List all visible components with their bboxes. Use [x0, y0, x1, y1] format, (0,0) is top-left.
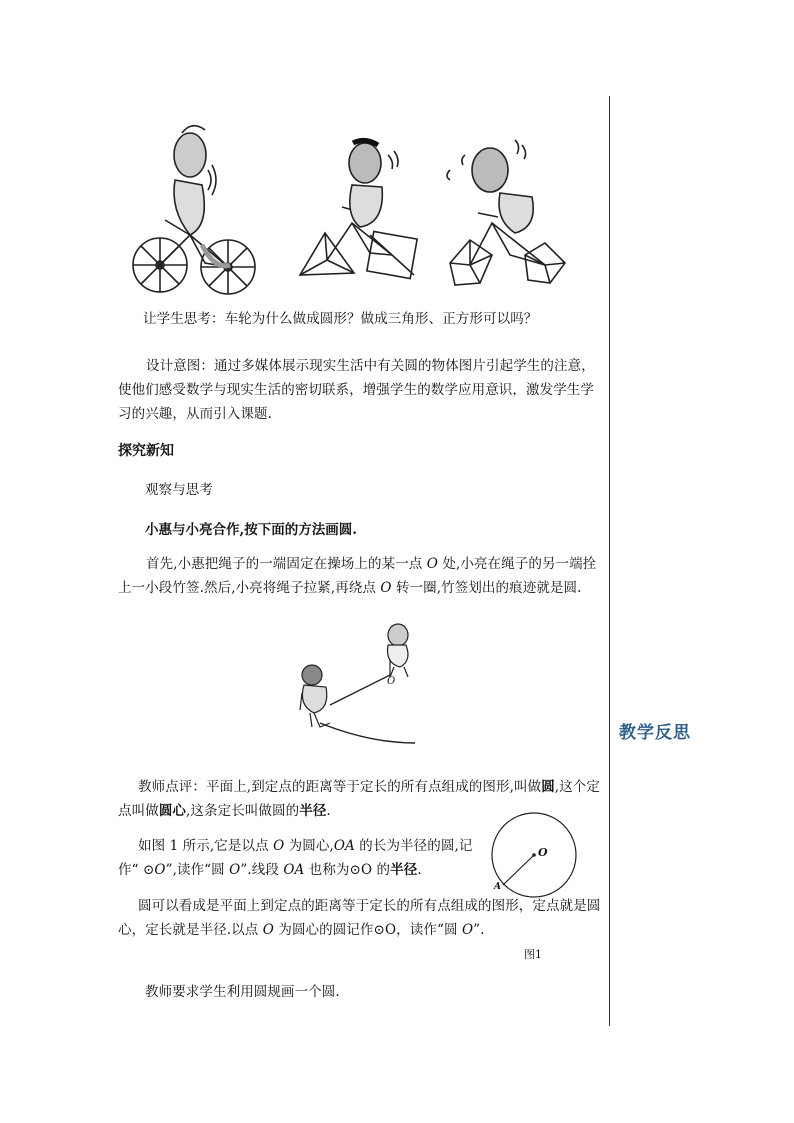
point-o: O [262, 922, 274, 938]
point-o: O [380, 580, 392, 596]
def-text: 圆可以看成是平面上到定点的距离等于定长的所有点组成的图形，定点就是圆心，定长就是半径.以点 [118, 898, 601, 938]
point-o: O [154, 862, 166, 878]
section-subtitle: 观察与思考 [145, 482, 213, 498]
design-intent-text: 设计意图：通过多媒体展示现实生活中有关圆的物体图片引起学生的注意，使他们感受数学与现实生活的密切联系，增强学生的数学应用意识，激发学生学习的兴趣，从而引入课题. [118, 358, 595, 422]
traced-arc [320, 723, 415, 743]
fig-text: ”,读作“圆 [165, 862, 230, 878]
sidebar-title: 教学反思 [619, 723, 691, 743]
fig-text: 如图 1 所示,它是以点 [138, 838, 274, 854]
center-point [532, 853, 536, 857]
activity-text-part: 转一圈,竹签划出的痕迹就是圆. [391, 580, 582, 596]
boy-figure [300, 665, 330, 727]
point-o: O [273, 838, 285, 854]
intro-question: 让学生思考：车轮为什么做成圆形？做成三角形、正方形可以吗？ [143, 311, 538, 327]
figure-point-label: A [494, 882, 501, 892]
column-divider [609, 96, 610, 1026]
cyclist-square-wheels [447, 140, 565, 285]
closing-instruction: 教师要求学生利用圆规画一个圆. [145, 984, 340, 1000]
radius-line [503, 855, 534, 885]
segment-oa: OA [333, 838, 355, 854]
activity-text-part: 处,小亮在绳子的另一端拴上一小段竹签.然后,小亮将绳子拉紧,再绕点 [118, 556, 597, 596]
cyclists-illustration [120, 115, 590, 310]
fig-text: ”.线段 [240, 862, 284, 878]
def-text: 为圆心的圆记作⊙O，读作“圆 [273, 922, 462, 938]
comment-text: ,这个定点叫做 [118, 779, 600, 819]
fig-text: 为圆心, [284, 838, 334, 854]
activity-text [118, 552, 606, 600]
term-center: 圆心 [158, 803, 187, 819]
term-circle: 圆 [541, 779, 555, 795]
segment-oa: OA [283, 862, 305, 878]
fig-text: . [417, 862, 422, 878]
fig-text: 也称为⊙O 的 [304, 862, 391, 878]
point-o: O [229, 862, 241, 878]
activity-title: 小惠与小亮合作,按下面的方法画圆. [145, 522, 357, 538]
term-radius: 半径 [390, 862, 418, 878]
figure-center-label: O [538, 846, 548, 859]
point-o: O [461, 922, 474, 938]
activity-text-part: 首先,小惠把绳子的一端固定在操场上的某一点 [146, 556, 427, 572]
fig-text: 的长为半径的圆,记作“ ⊙ [118, 838, 473, 878]
rope-center-label: O [387, 676, 396, 687]
rope-drawing-illustration [290, 615, 430, 750]
point-o: O [426, 556, 438, 572]
design-intent [118, 354, 606, 426]
rope-line [330, 675, 390, 705]
comment-text: ,这条定长叫做圆的 [186, 803, 300, 819]
def-text: ”. [473, 922, 485, 938]
figure-caption: 图1 [524, 948, 542, 961]
cyclist-round-wheels [133, 126, 255, 294]
cyclist-triangle-wheels [300, 140, 417, 278]
girl-figure [388, 624, 409, 677]
section-title: 探究新知 [118, 443, 174, 459]
figure-description [118, 834, 483, 882]
comment-text: . [326, 803, 331, 819]
comment-text: 教师点评：平面上,到定点的距离等于定长的所有点组成的图形,叫做 [138, 779, 542, 795]
term-radius: 半径 [299, 803, 327, 819]
